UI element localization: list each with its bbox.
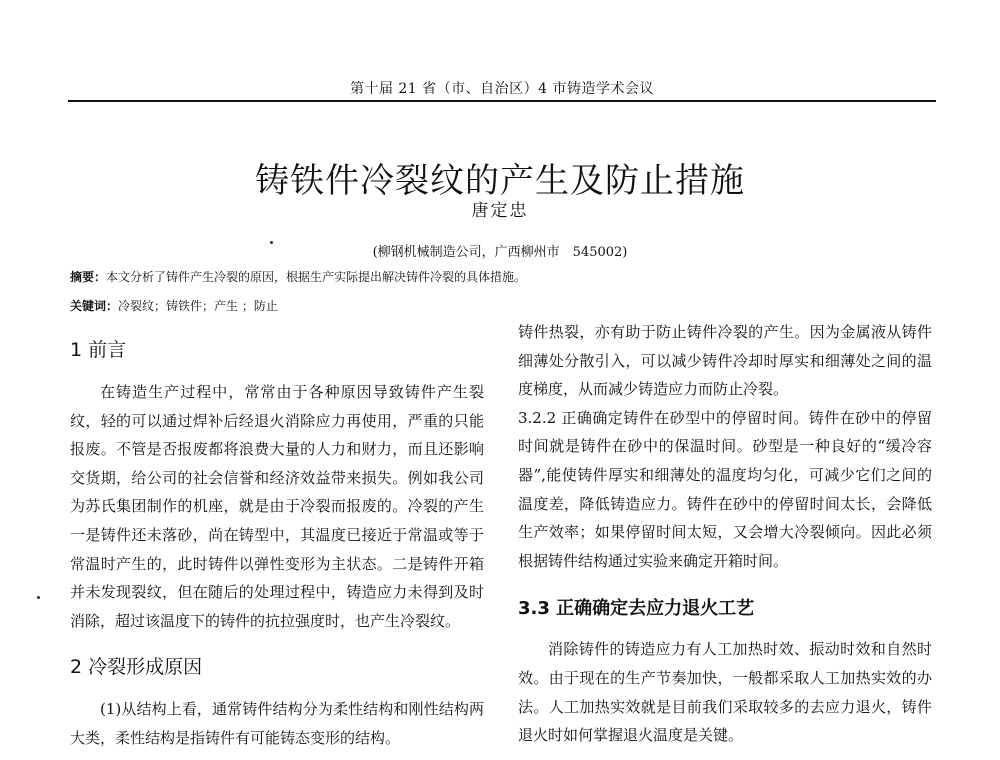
section-heading-causes: 2 冷裂形成原因 bbox=[70, 656, 203, 679]
abstract-line bbox=[70, 268, 526, 285]
left-column bbox=[70, 318, 484, 753]
keywords-label: 关键词： bbox=[70, 299, 119, 313]
author-name: 唐定忠 bbox=[471, 201, 529, 221]
section-heading-annealing: 3.3 正确确定去应力退火工艺 bbox=[518, 598, 755, 620]
abstract-text: 本文分析了铸件产生冷裂的原因，根据生产实际提出解决铸件冷裂的具体措施。 bbox=[106, 270, 527, 284]
section-heading-intro: 1 前言 bbox=[70, 339, 127, 361]
subsection-322-paragraph: 3.2.2 正确确定铸件在砂型中的停留时间。铸件在砂中的停留时间就是铸件在砂中的保温时间。砂型是一种良好的“缓冷容器”,能使铸件厚实和细薄处的温度均匀化，可减少它们之间的温度差，降低铸造应力。铸件在砂中的停留时间太长，会降低生产效率；如果停留时间太短，又会增大冷裂倾向。因此必须根据铸件结构通过实验来确定开箱时间。 bbox=[518, 408, 932, 570]
header-rule bbox=[68, 100, 936, 102]
scan-speck bbox=[37, 596, 40, 599]
author-affiliation bbox=[0, 241, 1000, 260]
keywords-text: 冷裂纹；铸铁件；产生 ；防止 bbox=[118, 299, 278, 313]
keywords-line bbox=[70, 297, 278, 314]
continuation-paragraph: 铸件热裂，亦有助于防止铸件冷裂的产生。因为金属液从铸件细薄处分散引入，可以减少铸件冷却时厚实和细薄处之间的温度梯度，从而减少铸造应力而防止冷裂。 bbox=[518, 323, 932, 399]
running-header: 第十届 21 省（市、自治区）4 市铸造学术会议 bbox=[349, 81, 655, 97]
affiliation-text: (柳钢机械制造公司，广西柳州市 545002) bbox=[372, 245, 628, 260]
paper-title: 铸铁件冷裂纹的产生及防止措施 bbox=[255, 160, 745, 201]
scan-speck bbox=[270, 241, 273, 244]
annealing-paragraph: 消除铸件的铸造应力有人工加热时效、振动时效和自然时效。由于现在的生产节奏加快，一般都采取人工加热实效的办法。人工加热实效就是目前我们采取较多的去应力退火，铸件退火时如何掌握退火温度是关键。 bbox=[518, 640, 932, 745]
causes-paragraph: (1)从结构上看，通常铸件结构分为柔性结构和刚性结构两大类，柔性结构是指铸件有可能铸态变形的结构。 bbox=[70, 700, 484, 747]
intro-paragraph: 在铸造生产过程中，常常由于各种原因导致铸件产生裂纹，轻的可以通过焊补后经退火消除应力再使用，严重的只能报废。不管是否报废都将浪费大量的人力和财力，而且还影响交货期，给公司的社会信誉和经济效益带来损失。例如我公司为苏氏集团制作的机座，就是由于冷裂而报废的。冷裂的产生一是铸件还未落砂，尚在铸型中，其温度已接近于常温或等于常温时产生的，此时铸件以弹性变形为主状态。二是铸件开箱并未发现裂纹，但在随后的处理过程中，铸造应力未得到及时消除，超过该温度下的铸件的抗拉强度时，也产生冷裂纹。 bbox=[70, 383, 484, 630]
right-column bbox=[518, 318, 932, 750]
abstract-label: 摘要： bbox=[70, 270, 107, 284]
